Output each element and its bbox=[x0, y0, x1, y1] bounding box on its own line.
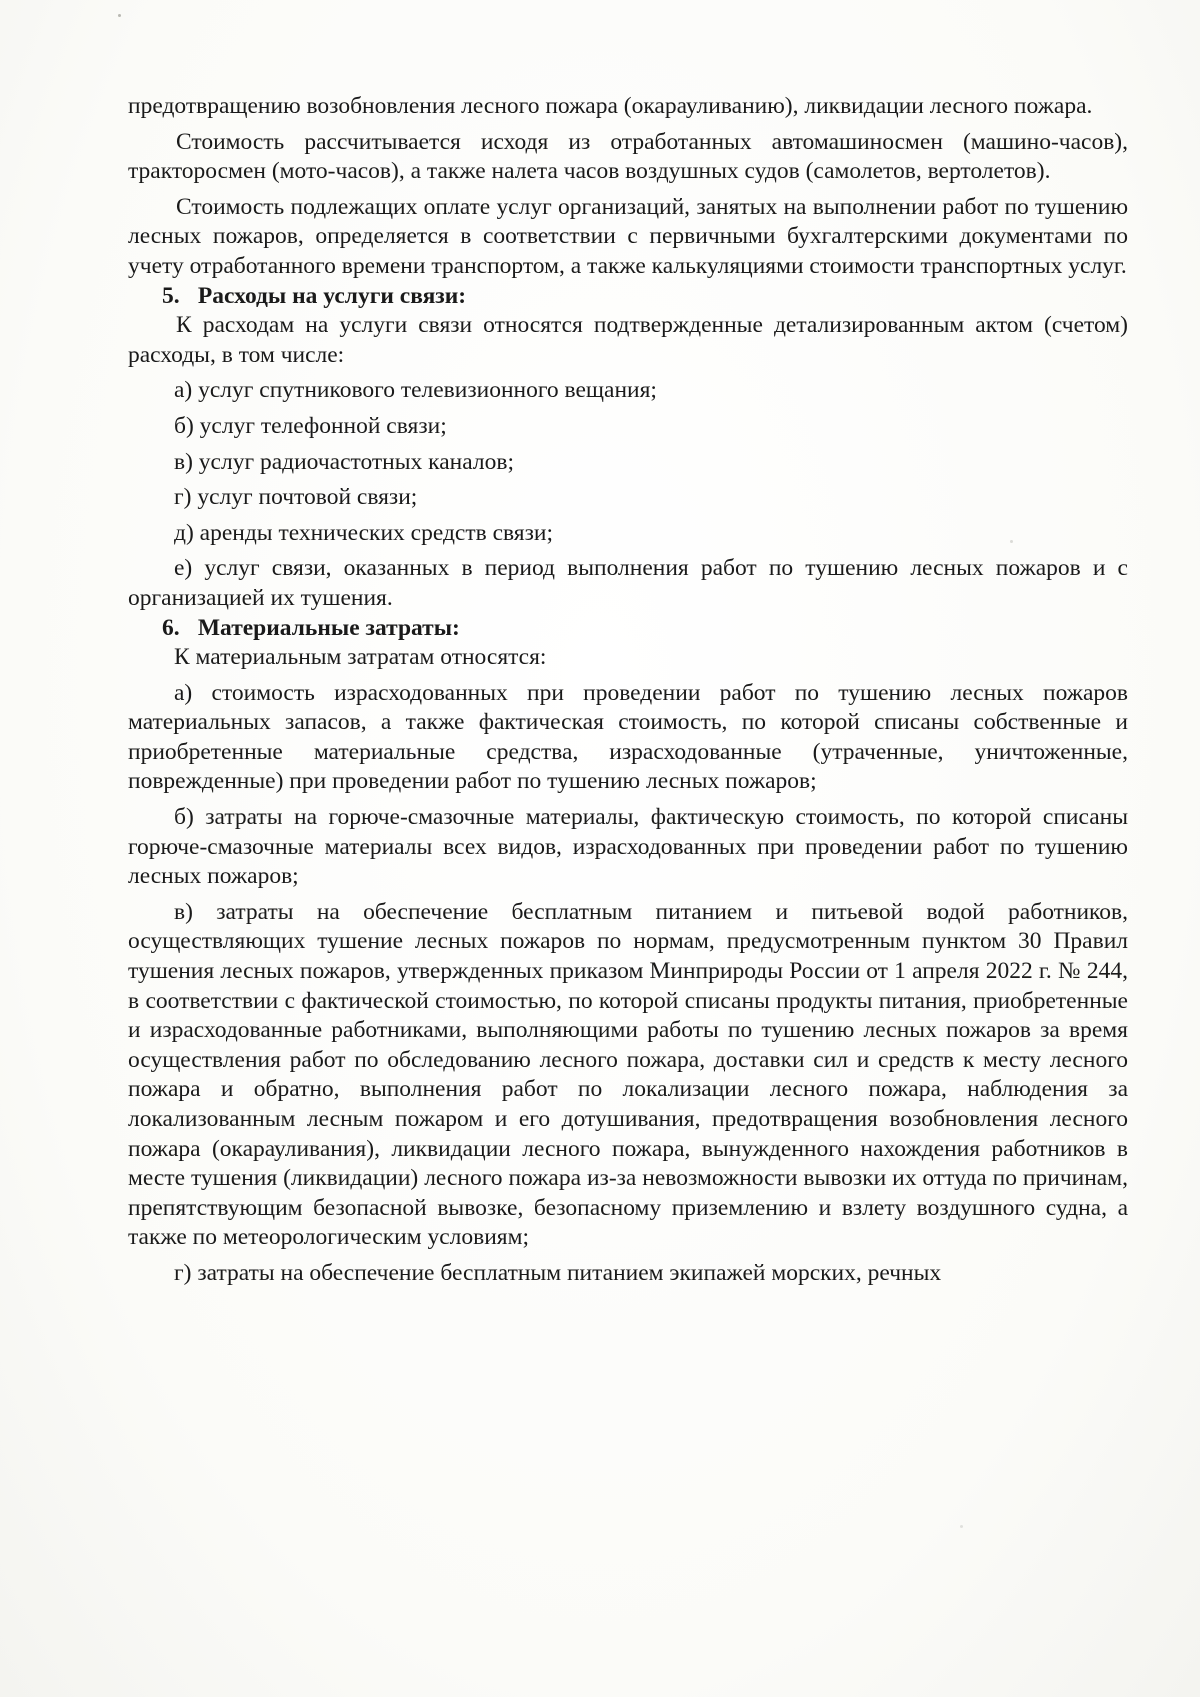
section-6-item: г) затраты на обеспечение бесплатным питанием экипажей морских, речных bbox=[174, 1259, 942, 1286]
section-5-number: 5. bbox=[162, 282, 180, 309]
scan-speck bbox=[960, 1525, 963, 1528]
intro-continuation: предотвращению возобновления лесного пожара (окарауливанию), ликвидации лесного пожара. bbox=[128, 93, 1093, 119]
section-6-intro: К материальным затратам относятся: bbox=[174, 644, 547, 671]
section-6-item: б) затраты на горюче-смазочные материалы, фактическую стоимость, по которой списаны горюче-смазочные материалы всех видов, израсходованных при проведении работ по тушению лесных пожаров; bbox=[128, 804, 1128, 890]
cost-services-paragraph: Стоимость подлежащих оплате услуг организаций, занятых на выполнении работ по тушению лесных пожаров, определяется в соответствии с первичными бухгалтерскими документами по учету отработанного времени транспортом, а также калькуляциями стоимости транспортных услуг. bbox=[128, 193, 1128, 279]
section-5-item: д) аренды технических средств связи; bbox=[174, 519, 553, 546]
section-5-item: е) услуг связи, оказанных в период выполнения работ по тушению лесных пожаров и с организацией их тушения. bbox=[128, 555, 1128, 611]
section-6-title: Материальные затраты: bbox=[197, 614, 460, 641]
section-5-heading bbox=[128, 282, 1128, 312]
section-5-intro: К расходам на услуги связи относятся подтвержденные детализированным актом (счетом) расходы, в том числе: bbox=[128, 312, 1128, 368]
section-5-item: б) услуг телефонной связи; bbox=[174, 412, 447, 439]
section-6-number: 6. bbox=[162, 614, 180, 641]
section-6-heading bbox=[128, 614, 1128, 644]
scan-speck bbox=[118, 14, 121, 17]
document-body bbox=[128, 92, 1128, 1289]
section-6-item: а) стоимость израсходованных при проведении работ по тушению лесных пожаров материальных запасов, а также фактическая стоимость, по которой списаны собственные и приобретенные материальные средства, израсходованные (утраченные, уничтоженные, поврежденные) при проведении работ по тушению лесных пожаров; bbox=[128, 679, 1128, 795]
cost-basis-paragraph: Стоимость рассчитывается исходя из отработанных автомашиносмен (машино-часов), тракторосмен (мото-часов), а также налета часов воздушных судов (самолетов, вертолетов). bbox=[128, 128, 1128, 185]
section-5-item: г) услуг почтовой связи; bbox=[174, 484, 418, 511]
section-6-item: в) затраты на обеспечение бесплатным питанием и питьевой водой работников, осуществляющих тушение лесных пожаров по нормам, предусмотренным пунктом 30 Правил тушения лесных пожаров, утвержденных приказом Минприроды России от 1 апреля 2022 г. № 244, в соответствии с фактической стоимостью, по которой списаны продукты питания, приобретенные и израсходованные работниками, выполняющими работы по тушению лесных пожаров за время осуществления работ по обследованию лесного пожара, доставки сил и средств к месту лесного пожара и обратно, выполнения работ по локализации лесного пожара, наблюдения за локализованным лесным пожаром и его дотушивания, предотвращения возобновления лесного пожара (окарауливания), ликвидации лесного пожара, вынужденного нахождения работников в месте тушения (ликвидации) лесного пожара из-за невозможности вывозки их оттуда по причинам, препятствующим безопасной вывозке, безопасному приземлению и взлету воздушного судна, а также по метеорологическим условиям; bbox=[128, 898, 1128, 1251]
section-5-item: в) услуг радиочастотных каналов; bbox=[174, 448, 514, 475]
section-5-item: а) услуг спутникового телевизионного вещания; bbox=[174, 377, 657, 404]
section-5-title: Расходы на услуги связи: bbox=[197, 282, 467, 309]
